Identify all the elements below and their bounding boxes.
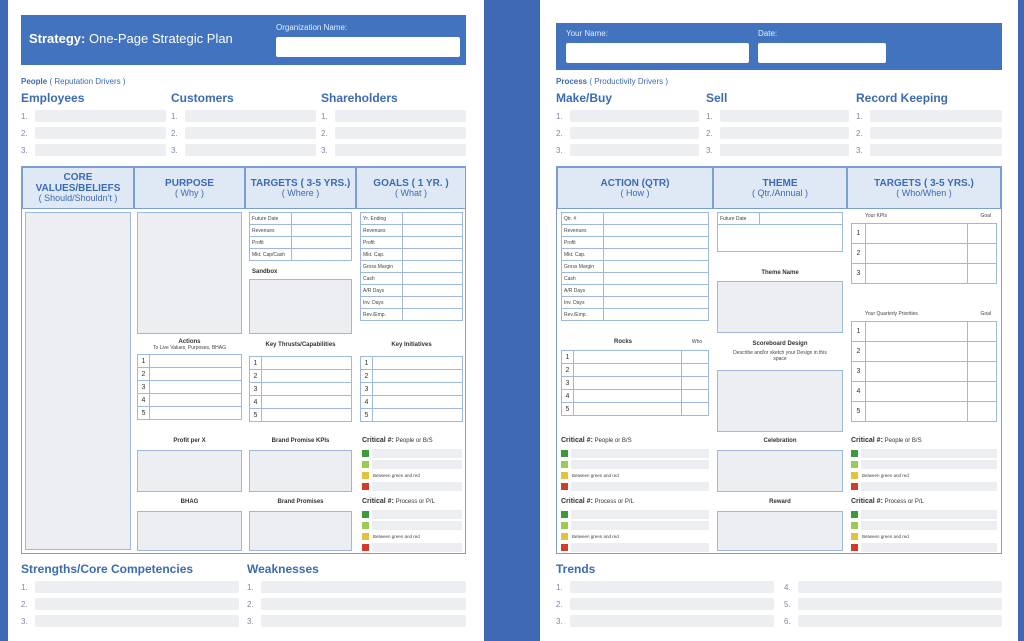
table-row[interactable]: 5 <box>851 401 997 422</box>
execution-plan-page <box>540 0 1018 641</box>
your-name-label: Your Name: <box>566 29 608 38</box>
weaknesses-column <box>247 562 466 631</box>
table-row[interactable]: 5 <box>360 408 463 422</box>
core-values-area[interactable] <box>25 212 131 550</box>
scoreboard-hint: Describe and/or sketch your Design in this space <box>733 350 827 362</box>
trends-section <box>556 562 1002 631</box>
action-table <box>561 213 709 321</box>
list-item[interactable]: 1. <box>556 580 774 594</box>
table-row[interactable]: 1 <box>561 350 709 364</box>
table-row[interactable]: 2 <box>249 369 352 383</box>
table-row[interactable]: Gross Margin <box>561 260 709 273</box>
list-item[interactable]: 3. <box>856 143 1002 157</box>
reward-area[interactable] <box>717 511 843 551</box>
table-row[interactable]: Inv. Days <box>360 296 463 309</box>
people-section-label: People ( Reputation Drivers ) <box>21 77 126 86</box>
list-item[interactable]: 3. <box>556 614 774 628</box>
page-header <box>556 23 1002 70</box>
make-buy-column <box>556 91 699 160</box>
red-level <box>851 544 858 551</box>
table-row[interactable]: 5 <box>249 408 352 422</box>
purpose-header: PURPOSE ( Why ) <box>134 167 245 209</box>
who-label: Who <box>691 339 703 345</box>
table-row[interactable]: A/R Days <box>360 284 463 297</box>
table-row[interactable]: Mkt. Cap/Cash <box>249 248 352 261</box>
brand-promises-label: Brand Promises <box>277 499 324 505</box>
strengths-column <box>21 562 239 631</box>
list-item[interactable]: 2. <box>171 126 316 140</box>
shareholders-column <box>321 91 466 160</box>
table-row[interactable]: Cash <box>360 272 463 285</box>
list-item[interactable]: 3. <box>247 614 466 628</box>
table-row[interactable]: 5 <box>561 402 709 416</box>
green-level <box>362 511 369 518</box>
employees-heading: Employees <box>21 91 85 105</box>
table-row[interactable]: Revenues <box>360 224 463 237</box>
celebration-label: Celebration <box>763 438 797 444</box>
list-item[interactable]: 1. <box>706 109 849 123</box>
table-row[interactable]: Mkt. Cap. <box>360 248 463 261</box>
list-item[interactable]: 5. <box>784 597 1002 611</box>
list-item[interactable]: 3. <box>556 143 699 157</box>
process-section-label: Process ( Productivity Drivers ) <box>556 77 669 86</box>
list-item[interactable]: 1. <box>171 109 316 123</box>
critical-process-block: Critical #: Process or P/L Between green and red <box>362 498 462 553</box>
table-row[interactable]: 1 <box>851 223 997 244</box>
bhag-area[interactable] <box>137 511 242 551</box>
red-level <box>851 483 858 490</box>
make-buy-heading: Make/Buy <box>556 91 613 105</box>
celebration-area[interactable] <box>717 450 843 492</box>
theme-header: THEME ( Qtr./Annual ) <box>713 167 847 209</box>
key-thrusts-block: Key Thrusts/Capabilities 1 2 3 4 5 <box>249 342 352 422</box>
list-item[interactable]: 2. <box>21 126 166 140</box>
page-header <box>21 15 466 65</box>
table-row[interactable]: 4 <box>561 389 709 403</box>
light-green-level <box>561 461 568 468</box>
yellow-level <box>362 533 369 540</box>
table-row[interactable]: 1 <box>851 321 997 342</box>
rocks-label: Rocks <box>613 339 632 345</box>
list-item[interactable]: 1. <box>21 580 239 594</box>
quarterly-priorities-block <box>851 311 997 422</box>
table-row[interactable]: Future Date <box>249 212 352 225</box>
theme-name-area[interactable] <box>717 281 843 333</box>
table-row[interactable]: Profit <box>561 236 709 249</box>
list-item[interactable]: 3. <box>171 143 316 157</box>
green-level <box>561 450 568 457</box>
org-name-label: Organization Name: <box>276 23 348 32</box>
table-row[interactable]: Cash <box>561 272 709 285</box>
scoreboard-label: Scoreboard Design <box>752 341 808 347</box>
table-row[interactable]: 3 <box>851 361 997 382</box>
red-level <box>561 483 568 490</box>
list-item[interactable]: 2. <box>321 126 466 140</box>
list-item[interactable]: 1. <box>21 109 166 123</box>
bhag-label: BHAG <box>180 499 199 505</box>
table-row[interactable]: Rev./Emp. <box>561 308 709 321</box>
brand-kpis-label: Brand Promise KPIs <box>271 438 330 444</box>
targets-table <box>249 213 352 261</box>
table-row[interactable]: 1 <box>249 356 352 370</box>
list-item[interactable]: 1. <box>856 109 1002 123</box>
execution-grid <box>556 166 1002 554</box>
sell-column <box>706 91 849 160</box>
action-header: ACTION (QTR) ( How ) <box>557 167 713 209</box>
table-row[interactable]: 3 <box>137 380 242 394</box>
strengths-heading: Strengths/Core Competencies <box>21 562 194 576</box>
list-item[interactable]: 1. <box>247 580 466 594</box>
sell-heading: Sell <box>706 91 728 105</box>
table-row[interactable]: Qtr. # <box>561 212 709 225</box>
goals-header: GOALS ( 1 YR. ) ( What ) <box>356 167 466 209</box>
critical-people-block-2: Critical #: People or B/S Between green and red <box>851 437 997 492</box>
red-level <box>362 483 369 490</box>
list-item[interactable]: 3. <box>21 614 239 628</box>
red-level <box>561 544 568 551</box>
light-green-level <box>362 522 369 529</box>
green-level <box>851 450 858 457</box>
yellow-level <box>561 533 568 540</box>
table-row[interactable]: 4 <box>249 395 352 409</box>
table-row[interactable]: 3 <box>249 382 352 396</box>
date-field[interactable] <box>758 43 886 63</box>
strategic-plan-page <box>8 0 484 641</box>
table-row[interactable]: Future Date <box>717 212 843 225</box>
theme-name-label: Theme Name <box>761 270 799 276</box>
table-row[interactable]: 3 <box>561 376 709 390</box>
list-item[interactable]: 1. <box>321 109 466 123</box>
table-row[interactable]: 4 <box>137 393 242 407</box>
list-item[interactable]: 2. <box>247 597 466 611</box>
targets-who-header: TARGETS ( 3-5 YRS.) ( Who/When ) <box>847 167 1001 209</box>
table-row[interactable]: A/R Days <box>561 284 709 297</box>
critical-people-block: Critical #: People or B/S Between green and red <box>362 437 462 492</box>
table-row[interactable]: 3 <box>851 263 997 284</box>
targets-header: TARGETS ( 3-5 YRS.) ( Where ) <box>245 167 356 209</box>
table-row[interactable]: Revenues <box>561 224 709 237</box>
actions-block: Actions To Live Values, Purposes, BHAG 1 2 3 4 5 <box>137 339 242 420</box>
brand-kpis-area[interactable] <box>249 450 352 492</box>
your-kpis-label: Your KPIs <box>865 213 888 219</box>
your-name-field[interactable] <box>566 43 749 63</box>
green-level <box>362 450 369 457</box>
table-row[interactable]: 4 <box>851 381 997 402</box>
rocks-block <box>561 339 709 416</box>
theme-table <box>717 213 843 252</box>
brand-promises-area[interactable] <box>249 511 352 551</box>
table-row[interactable]: Revenues <box>249 224 352 237</box>
key-initiatives-block: Key Initiatives 1 2 3 4 5 <box>360 342 463 422</box>
customers-heading: Customers <box>171 91 234 105</box>
critical-process-block: Critical #: Process or P/L Between green and red <box>561 498 709 553</box>
list-item[interactable]: 3. <box>321 143 466 157</box>
list-item[interactable]: 2. <box>21 597 239 611</box>
theme-date-area[interactable] <box>717 224 843 252</box>
light-green-level <box>851 461 858 468</box>
table-row[interactable]: Mkt. Cap. <box>561 248 709 261</box>
list-item[interactable]: 2. <box>856 126 1002 140</box>
trends-heading: Trends <box>556 562 596 576</box>
record-keeping-column <box>856 91 1002 160</box>
list-item[interactable]: 2. <box>556 126 699 140</box>
purpose-area[interactable] <box>137 212 242 334</box>
light-green-level <box>362 461 369 468</box>
employees-column <box>21 91 166 160</box>
goal-label: Goal <box>980 311 991 317</box>
record-keeping-heading: Record Keeping <box>856 91 949 105</box>
list-item[interactable]: 2. <box>706 126 849 140</box>
table-row[interactable]: 1 <box>137 354 242 368</box>
yellow-level <box>851 533 858 540</box>
list-item[interactable]: 3. <box>706 143 849 157</box>
table-row[interactable]: 3 <box>360 382 463 396</box>
list-item[interactable]: 1. <box>556 109 699 123</box>
green-level <box>561 511 568 518</box>
table-row[interactable]: 2 <box>851 341 997 362</box>
table-row[interactable]: 2 <box>561 363 709 377</box>
list-item[interactable]: 2. <box>556 597 774 611</box>
list-item[interactable]: 4. <box>784 580 1002 594</box>
table-row[interactable]: 1 <box>360 356 463 370</box>
yellow-level <box>362 472 369 479</box>
yellow-level <box>561 472 568 479</box>
profit-per-x-area[interactable] <box>137 450 242 492</box>
goals-table <box>360 213 463 321</box>
profit-per-x-label: Profit per X <box>173 438 206 444</box>
light-green-level <box>561 522 568 529</box>
table-row[interactable]: 2 <box>360 369 463 383</box>
red-level <box>362 544 369 551</box>
list-item[interactable]: 6. <box>784 614 1002 628</box>
org-name-field[interactable] <box>276 37 460 57</box>
table-row[interactable]: 2 <box>137 367 242 381</box>
table-row[interactable]: Rev./Emp. <box>360 308 463 321</box>
table-row[interactable]: Profit <box>249 236 352 249</box>
table-row[interactable]: 4 <box>360 395 463 409</box>
list-item[interactable]: 3. <box>21 143 166 157</box>
strategy-grid <box>21 166 466 554</box>
customers-column <box>171 91 316 160</box>
green-level <box>851 511 858 518</box>
table-row[interactable]: Profit <box>360 236 463 249</box>
sandbox-label: Sandbox <box>252 269 278 275</box>
table-row[interactable]: Yr. Ending <box>360 212 463 225</box>
critical-process-block-2: Critical #: Process or P/L Between green and red <box>851 498 997 553</box>
table-row[interactable]: Inv. Days <box>561 296 709 309</box>
core-values-header: CORE VALUES/BELIEFS ( Should/Shouldn't ) <box>22 167 134 209</box>
scoreboard-area[interactable] <box>717 370 843 432</box>
page-title: Strategy: One-Page Strategic Plan <box>29 31 233 46</box>
kpis-block <box>851 213 997 284</box>
quarterly-label: Your Quarterly Priorities <box>865 311 918 317</box>
reward-label: Reward <box>769 499 791 505</box>
table-row[interactable]: 2 <box>851 243 997 264</box>
shareholders-heading: Shareholders <box>321 91 398 105</box>
table-row[interactable]: Gross Margin <box>360 260 463 273</box>
date-label: Date: <box>758 29 778 38</box>
table-row[interactable]: 5 <box>137 406 242 420</box>
yellow-level <box>851 472 858 479</box>
sandbox-area[interactable] <box>249 279 352 334</box>
critical-people-block: Critical #: People or B/S Between green and red <box>561 437 709 492</box>
light-green-level <box>851 522 858 529</box>
weaknesses-heading: Weaknesses <box>247 562 319 576</box>
goal-label: Goal <box>980 213 991 219</box>
